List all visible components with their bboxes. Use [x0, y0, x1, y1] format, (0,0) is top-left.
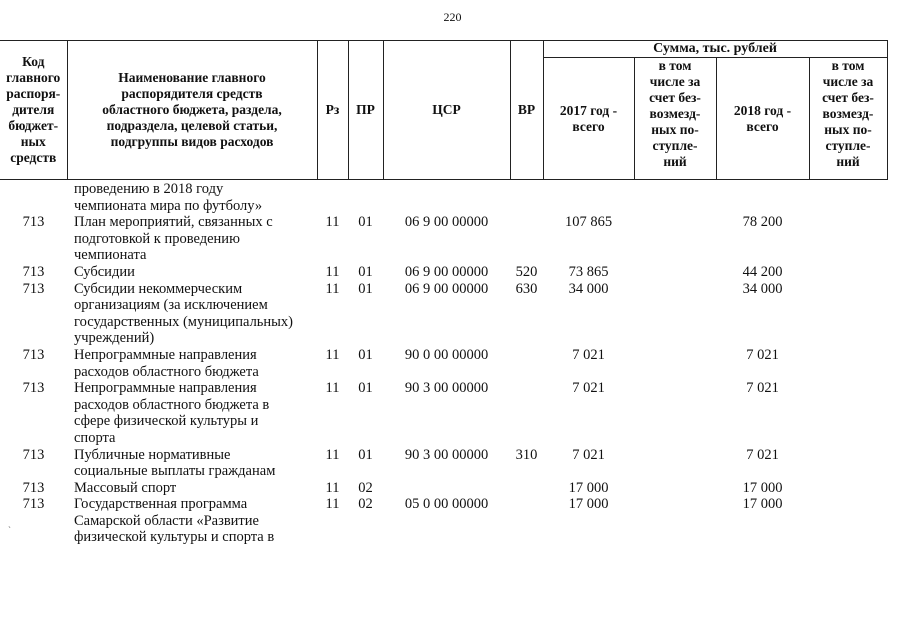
- header-pr: ПР: [348, 41, 383, 180]
- cell-y2017: 17 000: [568, 479, 609, 496]
- name-line: Государственная программа: [74, 496, 248, 513]
- header-text-line: в том: [831, 58, 865, 73]
- header-csr: ЦСР: [383, 41, 510, 180]
- cell-code: 713: [22, 280, 45, 297]
- cell-incl2018: [809, 347, 887, 380]
- cell-incl2018: [809, 496, 887, 546]
- cell-y2018: 7 021: [746, 346, 779, 363]
- cell-pr: 01: [358, 214, 373, 231]
- cell-y2017: 7 021: [572, 380, 605, 397]
- cell-y2018: 17 000: [742, 496, 783, 513]
- header-text-line: числе за: [822, 74, 874, 89]
- header-text-line: бюджет-: [8, 118, 59, 133]
- name-line: учреждений): [74, 330, 155, 347]
- cell-incl2017: [634, 380, 716, 446]
- name-line: Субсидии: [74, 263, 135, 280]
- cell-y2017: 73 865: [568, 263, 609, 280]
- name-line: подготовкой к проведению: [74, 230, 240, 247]
- cell-code: 713: [22, 263, 45, 280]
- cell-rz: [317, 181, 348, 214]
- cell-incl2018: [809, 214, 887, 264]
- cell-incl2017: [634, 480, 716, 497]
- cell-csr: 90 3 00 00000: [404, 446, 489, 463]
- header-2017-total: [543, 58, 634, 180]
- name-line: чемпионата: [74, 247, 147, 264]
- table-row: [0, 214, 887, 264]
- cell-code: 713: [22, 380, 45, 397]
- name-line: чемпионата мира по футболу»: [74, 197, 263, 214]
- cell-rz: 11: [325, 280, 340, 297]
- cell-rz: 11: [325, 496, 340, 513]
- scan-mark: `: [8, 525, 11, 535]
- table-row: [0, 181, 887, 214]
- header-text-line: областного бюджета, раздела,: [102, 102, 282, 117]
- header-name: [67, 41, 317, 180]
- cell-y2018: 78 200: [742, 214, 783, 231]
- cell-code: 713: [22, 479, 45, 496]
- name-line: Массовый спорт: [74, 479, 177, 496]
- cell-csr: 05 0 00 00000: [404, 496, 489, 513]
- cell-pr: 01: [358, 446, 373, 463]
- cell-pr: [348, 181, 383, 214]
- cell-vr: [510, 181, 543, 214]
- cell-y2018: 7 021: [746, 380, 779, 397]
- header-text-line: всего: [746, 118, 779, 134]
- cell-name: [67, 347, 317, 380]
- cell-y2018: 34 000: [742, 280, 783, 297]
- cell-name: [67, 447, 317, 480]
- cell-incl2018: [809, 480, 887, 497]
- table-body: [0, 181, 887, 546]
- header-vr: ВР: [510, 41, 543, 180]
- table-header: [0, 40, 888, 180]
- header-code: [0, 41, 67, 180]
- cell-y2018: 44 200: [742, 263, 783, 280]
- table-row: [0, 264, 887, 281]
- header-text-line: возмезд-: [822, 106, 874, 121]
- name-line: сфере физической культуры и: [74, 413, 259, 430]
- cell-rz: 11: [325, 380, 340, 397]
- cell-pr: 01: [358, 263, 373, 280]
- table-row: [0, 347, 887, 380]
- cell-vr: 630: [515, 280, 538, 297]
- header-2018-total: [716, 58, 809, 180]
- cell-name: [67, 214, 317, 264]
- header-text-line: ных по-: [651, 122, 699, 137]
- name-line: проведению в 2018 году: [74, 181, 224, 197]
- cell-pr: 02: [358, 496, 373, 513]
- cell-incl2017: [634, 181, 716, 214]
- header-text-line: дителя: [12, 102, 55, 117]
- header-text-line: Код: [22, 54, 45, 69]
- cell-y2017: 34 000: [568, 280, 609, 297]
- cell-rz: 11: [325, 214, 340, 231]
- header-text-line: в том: [658, 58, 692, 73]
- header-text-line: счет без-: [822, 90, 874, 105]
- name-line: Непрограммные направления: [74, 346, 257, 363]
- header-text-line: счет без-: [649, 90, 701, 105]
- table-row: [0, 496, 887, 546]
- cell-code: 713: [22, 496, 45, 513]
- cell-incl2018: [809, 380, 887, 446]
- header-text-line: ступле-: [825, 138, 871, 153]
- cell-incl2018: [809, 447, 887, 480]
- cell-y2017: 17 000: [568, 496, 609, 513]
- cell-vr: 520: [515, 263, 538, 280]
- header-text-line: ний: [663, 154, 687, 169]
- page-number: 220: [443, 10, 462, 24]
- header-text-line: 2017 год -: [559, 102, 618, 118]
- header-text-line: 2018 год -: [733, 102, 792, 118]
- name-line: Непрограммные направления: [74, 380, 257, 397]
- cell-pr: 02: [358, 479, 373, 496]
- cell-y2017: 107 865: [564, 214, 613, 231]
- cell-vr: [510, 480, 543, 497]
- cell-y2017: [543, 181, 634, 214]
- cell-csr: 90 3 00 00000: [404, 380, 489, 397]
- name-line: государственных (муниципальных): [74, 313, 293, 330]
- header-text-line: ных по-: [824, 122, 872, 137]
- cell-y2017: 7 021: [572, 346, 605, 363]
- cell-vr: [510, 214, 543, 264]
- header-text-line: средств: [10, 150, 57, 165]
- name-line: физической культуры и спорта в: [74, 529, 275, 546]
- cell-rz: 11: [325, 446, 340, 463]
- header-text-line: всего: [572, 118, 605, 134]
- cell-rz: 11: [325, 263, 340, 280]
- name-line: расходов областного бюджета в: [74, 396, 270, 413]
- cell-name: [67, 480, 317, 497]
- name-line: организациям (за исключением: [74, 297, 268, 314]
- header-text-line: Наименование главного: [118, 70, 266, 85]
- cell-incl2017: [634, 347, 716, 380]
- header-text-line: подраздела, целевой статьи,: [106, 118, 278, 133]
- cell-incl2018: [809, 264, 887, 281]
- cell-name: [67, 496, 317, 546]
- cell-y2017: 7 021: [572, 446, 605, 463]
- table-row: [0, 447, 887, 480]
- header-text-line: главного: [6, 70, 61, 85]
- cell-vr: 310: [515, 446, 538, 463]
- cell-incl2017: [634, 214, 716, 264]
- table-row: [0, 380, 887, 446]
- cell-code: [0, 181, 67, 214]
- cell-pr: 01: [358, 380, 373, 397]
- header-text-line: ных: [20, 134, 46, 149]
- cell-incl2017: [634, 496, 716, 546]
- cell-vr: [510, 347, 543, 380]
- header-text-line: ступле-: [652, 138, 698, 153]
- cell-csr: 06 9 00 00000: [404, 280, 489, 297]
- header-text-line: числе за: [649, 74, 701, 89]
- cell-incl2017: [634, 264, 716, 281]
- name-line: расходов областного бюджета: [74, 363, 259, 380]
- name-line: социальные выплаты гражданам: [74, 463, 276, 480]
- cell-name: [67, 181, 317, 214]
- cell-y2018: 7 021: [746, 446, 779, 463]
- cell-rz: 11: [325, 346, 340, 363]
- cell-csr: 06 9 00 00000: [404, 263, 489, 280]
- cell-code: 713: [22, 346, 45, 363]
- cell-name: [67, 281, 317, 347]
- cell-rz: 11: [325, 479, 340, 496]
- table-row: [0, 480, 887, 497]
- cell-name: [67, 264, 317, 281]
- cell-pr: 01: [358, 346, 373, 363]
- cell-name: [67, 380, 317, 446]
- cell-code: 713: [22, 214, 45, 231]
- name-line: Самарской области «Развитие: [74, 512, 259, 529]
- header-text-line: распоря-: [6, 86, 61, 101]
- cell-csr: 90 0 00 00000: [404, 346, 489, 363]
- cell-incl2017: [634, 281, 716, 347]
- header-text-line: возмезд-: [649, 106, 701, 121]
- table-row: [0, 281, 887, 347]
- cell-csr: [383, 480, 510, 497]
- cell-code: 713: [22, 446, 45, 463]
- name-line: спорта: [74, 429, 116, 446]
- name-line: Субсидии некоммерческим: [74, 280, 243, 297]
- header-2017-incl: [634, 58, 716, 180]
- header-text-line: подгруппы видов расходов: [110, 134, 274, 149]
- name-line: Публичные нормативные: [74, 446, 231, 463]
- cell-incl2018: [809, 181, 887, 214]
- header-text-line: ний: [836, 154, 860, 169]
- header-rz: Рз: [317, 41, 348, 180]
- cell-vr: [510, 496, 543, 546]
- name-line: План мероприятий, связанных с: [74, 214, 273, 231]
- header-sum: Сумма, тыс. рублей: [543, 41, 887, 58]
- cell-csr: [383, 181, 510, 214]
- cell-pr: 01: [358, 280, 373, 297]
- cell-incl2018: [809, 281, 887, 347]
- header-2018-incl: [809, 58, 887, 180]
- cell-incl2017: [634, 447, 716, 480]
- cell-csr: 06 9 00 00000: [404, 214, 489, 231]
- cell-y2018: 17 000: [742, 479, 783, 496]
- cell-vr: [510, 380, 543, 446]
- cell-y2018: [716, 181, 809, 214]
- header-text-line: распорядителя средств: [121, 86, 263, 101]
